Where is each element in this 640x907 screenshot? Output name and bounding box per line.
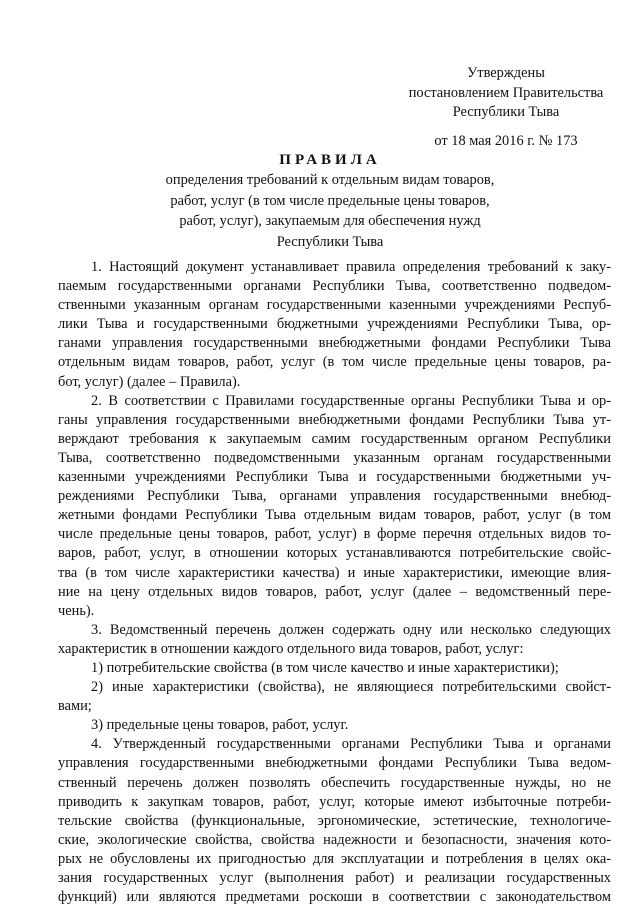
document-subtitle-line: работ, услуг (в том числе предельные цены товаров, <box>170 192 490 209</box>
document-title-block <box>60 151 600 252</box>
paragraph-2-line: 2. В соответствии с Правилами государственные органы Республики Тыва и ор- <box>91 392 611 409</box>
paragraph-1-line: ганами управления государственными внебюджетными фондами Республики Тыва <box>58 335 611 352</box>
paragraph-1-line: паемым государственными органами Республики Тыва, соответственно подведом- <box>58 278 611 295</box>
paragraph-2-line: верждают требования к закупаемым самим государственным органом Республики <box>58 430 611 447</box>
paragraph-1-line: 1. Настоящий документ устанавливает правила определения требований к заку- <box>91 259 611 275</box>
paragraph-4-line: управления государственными внебюджетными фондами Республики Тыва ведом- <box>58 755 611 772</box>
paragraph-2-line: чень). <box>58 602 95 619</box>
paragraph-4-line: функций) или являются предметами роскоши в соответствии с законодательством <box>58 889 611 906</box>
paragraph-2-line: ганы управления государственными внебюджетными фондами Республики Тыва ут- <box>58 411 611 428</box>
paragraph-4-line: приводить к закупкам товаров, работ, услуг, которые имеют избыточные потреби- <box>58 793 611 810</box>
paragraph-3-line: характеристик в отношении каждого отдельного вида товаров, работ, услуг: <box>58 640 524 657</box>
paragraph-4-line: ственный перечень должен позволять обеспечить государственные нужды, но не <box>58 774 611 791</box>
paragraph-2-line: тва (в том числе характеристики качества) и иные характеристики, имеющие влия- <box>58 564 611 581</box>
approval-line-approved: Утверждены <box>467 65 545 81</box>
paragraph-1-line: ственными указанным органам государственными казенными учреждениями Респуб- <box>58 297 611 314</box>
approval-date: от 18 мая 2016 г. № 173 <box>434 132 578 149</box>
paragraph-2-line: казенными учреждениями Республики Тыва и государственными бюджетными уч- <box>58 469 611 486</box>
document-body <box>58 258 611 907</box>
document-subtitle-line: работ, услуг), закупаемым для обеспечения нужд <box>179 213 481 229</box>
paragraph-2-line: Тыва, соответственно подведомственными указанным органам государственными <box>58 449 611 466</box>
paragraph-2-line: числе предельные цены товаров, работ, услуг) в форме перечня отдельных видов то- <box>58 526 611 543</box>
list-item-1: 1) потребительские свойства (в том числе качество и иные характеристики); <box>91 659 559 676</box>
list-item-2-cont: вами; <box>58 698 92 715</box>
list-item-3: 3) предельные цены товаров, работ, услуг. <box>91 717 349 734</box>
paragraph-1-line: отдельным видам товаров, работ, услуг (в том числе предельные цены товаров, ра- <box>58 354 611 371</box>
list-item-2: 2) иные характеристики (свойства), не являющиеся потребительскими свойст- <box>91 679 611 696</box>
paragraph-4-line: 4. Утвержденный государственными органами Республики Тыва и органами <box>91 736 611 753</box>
document-title: ПРАВИЛА <box>279 152 381 168</box>
paragraph-2-line: ние на цену отдельных видов товаров, работ, услуг (далее – ведомственный пере- <box>58 583 611 600</box>
approval-line-resolution: постановлением Правительства <box>408 84 604 101</box>
document-subtitle-line: определения требований к отдельным видам товаров, <box>165 172 495 188</box>
paragraph-1-line: лики Тыва и государственными бюджетными учреждениями Республики Тыва, ор- <box>58 316 611 333</box>
document-subtitle-line: Республики Тыва <box>276 233 384 250</box>
approval-stamp <box>396 64 616 151</box>
paragraph-4-line: рых не обусловлены их пригодностью для эксплуатации и потребления в целях ока- <box>58 850 611 867</box>
paragraph-2-line: варов, работ, услуг, в отношении которых устанавливаются потребительские свойс- <box>58 545 611 562</box>
paragraph-4-line: зания государственных услуг (выполнения работ) и реализации государственных <box>58 870 611 886</box>
paragraph-4-line: ские, экологические свойства, свойства надежности и безопасности, значения кото- <box>58 831 611 848</box>
approval-line-republic: Республики Тыва <box>452 104 560 120</box>
paragraph-2-line: жетными фондами Республики Тыва отдельным видам товаров, работ, услуг (в том <box>58 507 611 524</box>
paragraph-4-line: тельские свойства (функциональные, эргономические, эстетические, технологиче- <box>58 812 611 829</box>
paragraph-2-line: реждениями Республики Тыва, органами управления государственными внебюд- <box>58 488 611 505</box>
paragraph-3-line: 3. Ведомственный перечень должен содержать одну или несколько следующих <box>91 621 611 638</box>
paragraph-1-line: бот, услуг) (далее – Правила). <box>58 373 241 390</box>
